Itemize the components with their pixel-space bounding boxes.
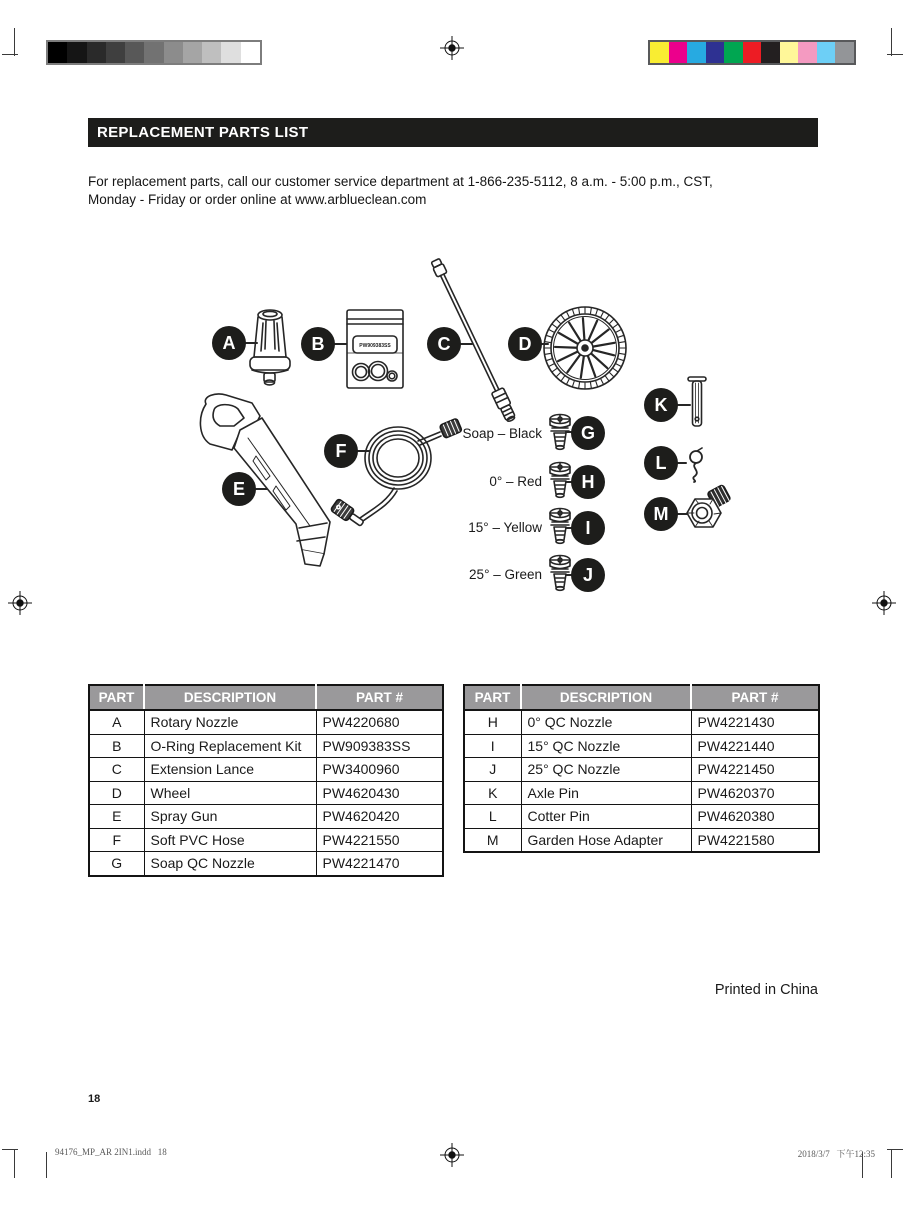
footer-timestamp: 2018/3/7 下午12:35 [797, 1149, 875, 1159]
callout-L [644, 446, 678, 480]
col-header-partnum: PART # [691, 685, 819, 710]
qc-nozzle-icon-J [550, 556, 570, 591]
col-header-part: PART [89, 685, 144, 710]
axle-pin-art [688, 377, 706, 426]
table-row [89, 852, 443, 876]
cell-part: F [89, 828, 144, 852]
cell-num: PW4221450 [691, 758, 819, 782]
cell-part: E [89, 805, 144, 829]
table-row [89, 805, 443, 829]
table-row [464, 781, 819, 805]
table-row [89, 710, 443, 734]
cell-desc: Rotary Nozzle [144, 710, 316, 734]
cell-part: K [464, 781, 521, 805]
cell-num: PW3400960 [316, 758, 443, 782]
callout-H [571, 465, 605, 499]
oring-kit-art [347, 310, 403, 388]
callout-K [644, 388, 678, 422]
nozzle-label-soap: Soap – Black [462, 426, 542, 441]
cell-desc: Spray Gun [144, 805, 316, 829]
callout-letter: L [655, 452, 667, 473]
cell-num: PW4221580 [691, 828, 819, 852]
cell-part: G [89, 852, 144, 876]
cell-part: A [89, 710, 144, 734]
cell-desc: Wheel [144, 781, 316, 805]
cell-part: I [464, 734, 521, 758]
callout-letter: G [580, 422, 595, 443]
cell-num: PW4620420 [316, 805, 443, 829]
callout-A [212, 326, 246, 360]
col-header-part: PART [464, 685, 521, 710]
cell-desc: Garden Hose Adapter [521, 828, 691, 852]
callout-letter: K [654, 394, 668, 415]
col-header-description: DESCRIPTION [521, 685, 691, 710]
col-header-description: DESCRIPTION [144, 685, 316, 710]
cell-desc: Soft PVC Hose [144, 828, 316, 852]
table-row [464, 828, 819, 852]
nozzle-label-0deg: 0° – Red [489, 474, 542, 489]
cotter-pin-art [690, 448, 702, 482]
cell-desc: O-Ring Replacement Kit [144, 734, 316, 758]
cell-num: PW4620380 [691, 805, 819, 829]
spray-gun-art [200, 394, 330, 566]
cell-part: L [464, 805, 521, 829]
cell-num: PW4221440 [691, 734, 819, 758]
nozzle-label-15deg: 15° – Yellow [468, 520, 542, 535]
footer-filename: 94176_MP_AR 2IN1.indd 18 [55, 1147, 167, 1157]
callout-G [571, 416, 605, 450]
wheel-art [544, 307, 626, 389]
callout-M [644, 497, 678, 531]
callout-letter: F [335, 440, 347, 461]
callout-letter: B [311, 333, 325, 354]
cell-desc: 15° QC Nozzle [521, 734, 691, 758]
cell-num: PW4221470 [316, 852, 443, 876]
intro-line-2: Monday - Friday or order online at www.arblueclean.com [88, 192, 427, 207]
package-label: PW909383SS [359, 343, 391, 349]
cell-part: C [89, 758, 144, 782]
cell-desc: Axle Pin [521, 781, 691, 805]
callout-J [571, 558, 605, 592]
callout-D [508, 327, 542, 361]
callout-letter: E [232, 478, 245, 499]
cell-part: H [464, 710, 521, 734]
col-header-partnum: PART # [316, 685, 443, 710]
qc-nozzle-icon-I [550, 509, 570, 544]
cell-desc: 25° QC Nozzle [521, 758, 691, 782]
callout-letter: J [582, 564, 593, 585]
callout-C [427, 327, 461, 361]
callout-E [222, 472, 256, 506]
table-header-row [464, 685, 819, 710]
section-title: REPLACEMENT PARTS LIST [88, 118, 818, 147]
intro-line-1: For replacement parts, call our customer service department at 1-866-235-5112, 8 a.m. - 5:00 p.m., CST, [88, 174, 713, 189]
cell-part: D [89, 781, 144, 805]
table-row [464, 758, 819, 782]
callout-letter: I [585, 517, 591, 538]
table-row [464, 734, 819, 758]
table-row [89, 781, 443, 805]
rotary-nozzle-art [250, 310, 290, 385]
cell-num: PW4221430 [691, 710, 819, 734]
cell-desc: 0° QC Nozzle [521, 710, 691, 734]
cell-part: J [464, 758, 521, 782]
qc-nozzle-icon-H [550, 463, 570, 498]
callout-letter: H [581, 471, 595, 492]
table-row [89, 828, 443, 852]
cell-desc: Extension Lance [144, 758, 316, 782]
cell-part: B [89, 734, 144, 758]
table-row [464, 805, 819, 829]
callout-letter: A [222, 332, 236, 353]
callout-F [324, 434, 358, 468]
nozzle-label-25deg: 25° – Green [469, 567, 542, 582]
table-row [464, 710, 819, 734]
table-row [89, 758, 443, 782]
cell-num: PW4221550 [316, 828, 443, 852]
cell-num: PW4620430 [316, 781, 443, 805]
cell-num: PW4620370 [691, 781, 819, 805]
callout-letter: M [653, 503, 669, 524]
parts-table-left [88, 684, 444, 877]
callout-letter: D [518, 333, 532, 354]
cell-desc: Soap QC Nozzle [144, 852, 316, 876]
printed-in-china: Printed in China [714, 982, 818, 998]
parts-table-right [463, 684, 820, 853]
cell-part: M [464, 828, 521, 852]
cell-num: PW4220680 [316, 710, 443, 734]
table-header-row [89, 685, 443, 710]
hose-adapter-art [687, 485, 731, 527]
table-row [89, 734, 443, 758]
page-number: 18 [88, 1093, 101, 1105]
callout-letter: C [437, 333, 451, 354]
cell-desc: Cotter Pin [521, 805, 691, 829]
callout-B [301, 327, 335, 361]
callout-I [571, 511, 605, 545]
cell-num: PW909383SS [316, 734, 443, 758]
